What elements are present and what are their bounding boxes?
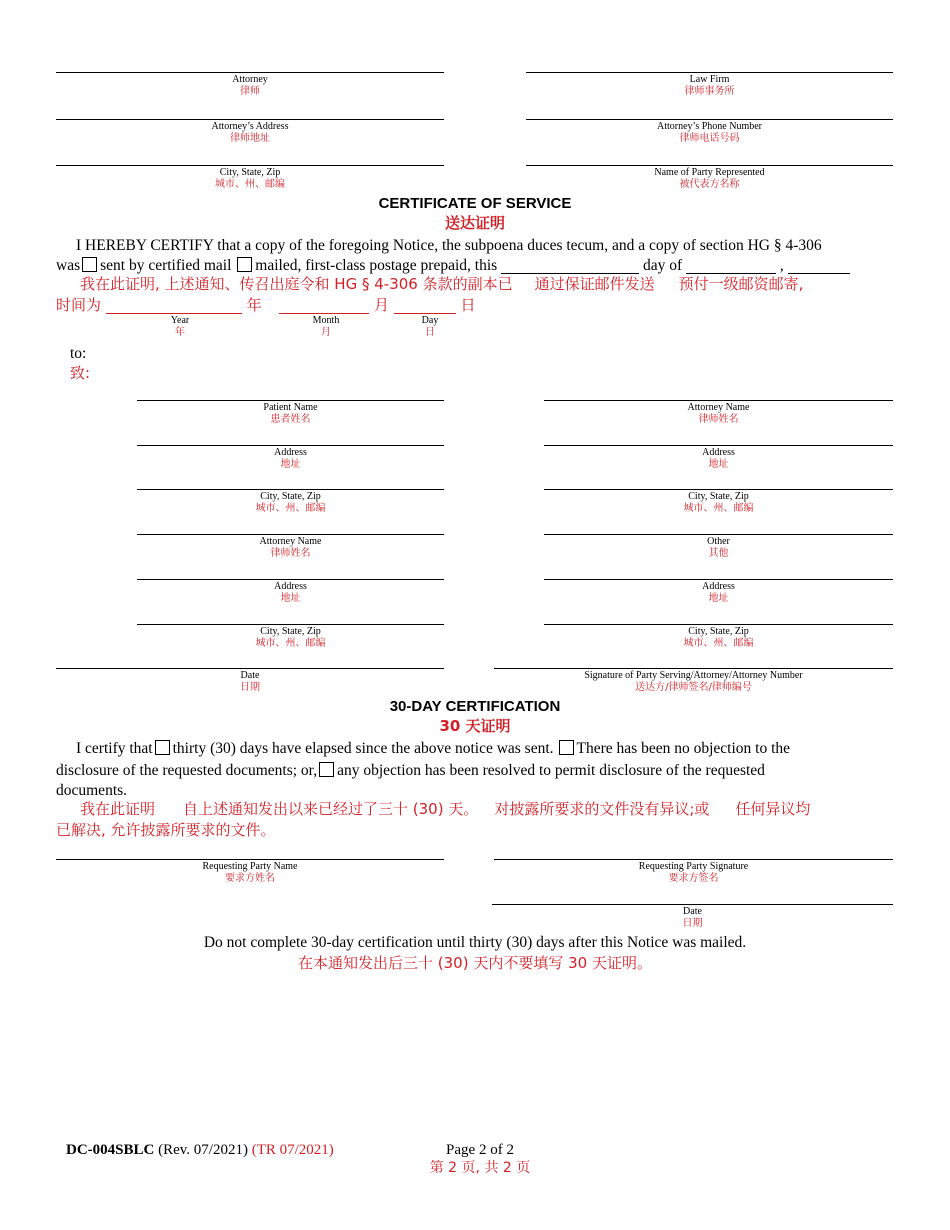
- recipient-attorney-address-label: Address: [702, 447, 735, 458]
- thirty-day-zh-d: 任何异议均: [735, 800, 811, 818]
- attorney-phone-label: Attorney’s Phone Number: [657, 121, 762, 132]
- no-objection-checkbox[interactable]: [559, 740, 574, 755]
- thirty-day-title-zh: 30 天证明: [439, 717, 511, 735]
- recipient-attorney-name-label: Attorney Name: [687, 402, 750, 413]
- certificate-text-line1: [76, 235, 822, 256]
- service-date-label-zh: 日期: [240, 682, 260, 693]
- other-city-label: City, State, Zip: [688, 626, 749, 637]
- zh-year-text: 年: [246, 296, 262, 314]
- attorney-phone-field[interactable]: [526, 119, 893, 145]
- thirty-day-line3: documents.: [56, 782, 128, 799]
- objection-resolved-label: any objection has been resolved to permit disclosure of the requested: [337, 762, 765, 779]
- serving-signature-label-zh: 送达方/律师签名/律师编号: [635, 682, 752, 693]
- patient-name-label-zh: 患者姓名: [270, 414, 311, 425]
- thirty-day-zh-c: 对披露所要求的文件没有异议;或: [494, 800, 710, 818]
- second-attorney-address-field[interactable]: [137, 579, 444, 605]
- other-address-label: Address: [702, 581, 735, 592]
- requesting-party-signature-field[interactable]: [494, 859, 893, 885]
- zh-day-input[interactable]: [394, 297, 456, 314]
- party-represented-label-zh: 被代表方名称: [679, 179, 740, 190]
- first-class-checkbox[interactable]: [237, 257, 252, 272]
- second-attorney-name-label: Attorney Name: [259, 536, 322, 547]
- zh-month-text: 月: [373, 296, 389, 314]
- page-number-zh: 第 2 页, 共 2 页: [429, 1160, 531, 1176]
- certificate-heading: [0, 195, 950, 233]
- certificate-title-zh: 送达证明: [444, 214, 505, 232]
- thirty-day-zh-a: 我在此证明: [80, 800, 156, 818]
- second-attorney-name-field[interactable]: [137, 534, 444, 560]
- second-attorney-city-label-zh: 城市、州、邮编: [255, 638, 326, 649]
- certificate-zh-b: 通过保证邮件发送: [534, 275, 655, 293]
- second-attorney-city-label: City, State, Zip: [260, 626, 321, 637]
- certificate-text-line2: [56, 255, 850, 276]
- form-number: DC-004SBLC: [66, 1142, 155, 1158]
- requesting-party-name-label: Requesting Party Name: [202, 861, 298, 872]
- other-label-zh: 其他: [708, 548, 729, 559]
- date-prefix-zh: 时间为: [56, 296, 102, 314]
- attorney-address-label: Attorney’s Address: [211, 121, 289, 132]
- patient-city-label: City, State, Zip: [260, 491, 321, 502]
- to-label: to:: [70, 345, 87, 362]
- requesting-party-name-label-zh: 要求方姓名: [225, 873, 275, 884]
- certificate-zh-c: 预付一级邮资邮寄,: [678, 275, 804, 293]
- patient-address-label: Address: [274, 447, 307, 458]
- thirty-days-label: thirty (30) days have elapsed since the above notice was sent.: [172, 740, 554, 757]
- certificate-zh-a: 我在此证明, 上述通知、传召出庭令和 HG § 4-306 条款的副本已: [80, 275, 513, 293]
- thirty-day-title: 30-DAY CERTIFICATION: [389, 698, 561, 715]
- certified-mail-label: sent by certified mail: [100, 257, 232, 274]
- second-attorney-city-field[interactable]: [137, 624, 444, 650]
- patient-address-label-zh: 地址: [280, 459, 301, 470]
- certify-text: I certify that: [76, 740, 153, 757]
- other-city-field[interactable]: [544, 624, 893, 650]
- law-firm-label: Law Firm: [689, 74, 730, 85]
- other-address-field[interactable]: [544, 579, 893, 605]
- thirty-day-zh-line1: [80, 799, 810, 820]
- attorney-label: Attorney: [232, 74, 268, 85]
- service-date-label: Date: [240, 670, 260, 681]
- requesting-date-field[interactable]: [492, 904, 893, 930]
- objection-resolved-checkbox[interactable]: [319, 762, 334, 777]
- day-label: Day 日: [421, 315, 439, 338]
- recipient-attorney-city-label-zh: 城市、州、邮编: [683, 503, 754, 514]
- attorney-field[interactable]: [56, 72, 444, 98]
- month-label: Month 月: [312, 315, 340, 338]
- party-represented-label: Name of Party Represented: [654, 167, 765, 178]
- requesting-party-signature-label-zh: 要求方签名: [668, 873, 719, 884]
- patient-city-label-zh: 城市、州、邮编: [255, 503, 326, 514]
- certified-mail-checkbox[interactable]: [82, 257, 97, 272]
- other-address-label-zh: 地址: [708, 593, 729, 604]
- second-attorney-address-label-zh: 地址: [280, 593, 301, 604]
- certificate-text-zh-line2: [56, 295, 476, 316]
- service-date-field[interactable]: [56, 668, 444, 694]
- recipient-attorney-city-field[interactable]: [544, 489, 893, 515]
- was-text: was: [56, 257, 81, 274]
- law-firm-label-zh: 律师事务所: [684, 86, 735, 97]
- serving-signature-label: Signature of Party Serving/Attorney/Attorney Number: [584, 670, 803, 681]
- other-label: Other: [707, 536, 730, 547]
- city-state-zip-label: City, State, Zip: [219, 167, 281, 178]
- city-state-zip-label-zh: 城市、州、邮编: [215, 179, 285, 190]
- month-input[interactable]: [686, 257, 776, 274]
- recipient-attorney-address-field[interactable]: [544, 445, 893, 471]
- attorney-label-zh: 律师: [240, 86, 260, 97]
- party-represented-field[interactable]: [526, 165, 893, 191]
- requesting-party-signature-label: Requesting Party Signature: [638, 861, 749, 872]
- requesting-date-label-zh: 日期: [682, 918, 703, 929]
- other-field[interactable]: [544, 534, 893, 560]
- recipient-attorney-name-field[interactable]: [544, 400, 893, 426]
- form-revision: (Rev. 07/2021): [158, 1142, 248, 1158]
- other-city-label-zh: 城市、州、邮编: [683, 638, 754, 649]
- patient-name-field[interactable]: [137, 400, 444, 426]
- patient-address-field[interactable]: [137, 445, 444, 471]
- requesting-date-label: Date: [683, 906, 702, 917]
- thirty-day-note-zh: 在本通知发出后三十 (30) 天内不要填写 30 天证明。: [298, 954, 652, 972]
- day-input[interactable]: [501, 257, 639, 274]
- form-id: [66, 1141, 334, 1159]
- thirty-day-line2: [56, 760, 765, 781]
- day-of-text: day of: [642, 257, 683, 274]
- thirty-day-line1: [76, 738, 790, 759]
- attorney-address-label-zh: 律师地址: [230, 133, 270, 144]
- recipient-attorney-address-label-zh: 地址: [708, 459, 729, 470]
- translation-revision: (TR 07/2021): [251, 1142, 334, 1158]
- attorney-address-field[interactable]: [56, 119, 444, 145]
- second-attorney-address-label: Address: [274, 581, 307, 592]
- certificate-text-zh-line1: [80, 274, 803, 295]
- thirty-day-note: Do not complete 30-day certification until thirty (30) days after this Notice was mailed.: [203, 934, 747, 951]
- zh-month-input[interactable]: [279, 297, 369, 314]
- attorney-city-state-zip-field[interactable]: [56, 165, 444, 191]
- first-class-label: mailed, first-class postage prepaid, this: [255, 257, 498, 274]
- patient-city-field[interactable]: [137, 489, 444, 515]
- page-number: [380, 1141, 580, 1177]
- thirty-days-checkbox[interactable]: [155, 740, 170, 755]
- zh-year-input[interactable]: [106, 297, 242, 314]
- zh-day-text: 日: [460, 296, 476, 314]
- certificate-sentence: I HEREBY CERTIFY that a copy of the foregoing Notice, the subpoena duces tecum, and a copy of section HG § 4-306: [76, 237, 822, 254]
- serving-signature-field[interactable]: [494, 668, 893, 694]
- attorney-phone-label-zh: 律师电话号码: [679, 133, 740, 144]
- second-attorney-name-label-zh: 律师姓名: [270, 548, 311, 559]
- certificate-title: CERTIFICATE OF SERVICE: [378, 195, 572, 212]
- recipient-attorney-name-label-zh: 律师姓名: [698, 414, 739, 425]
- requesting-party-name-field[interactable]: [56, 859, 444, 885]
- year-input[interactable]: [788, 257, 850, 274]
- to-label-zh: 致:: [70, 364, 91, 382]
- patient-name-label: Patient Name: [263, 402, 318, 413]
- law-firm-field[interactable]: [526, 72, 893, 98]
- thirty-day-zh-b: 自上述通知发出以来已经过了三十 (30) 天。: [183, 800, 479, 818]
- thirty-day-zh-line2: 已解决, 允许披露所要求的文件。: [56, 821, 276, 839]
- comma-text: ,: [779, 257, 784, 274]
- no-objection-label: There has been no objection to the: [576, 740, 791, 757]
- thirty-day-heading: [0, 698, 950, 736]
- year-label: Year 年: [170, 315, 190, 338]
- page-number-en: Page 2 of 2: [446, 1142, 514, 1158]
- recipient-attorney-city-label: City, State, Zip: [688, 491, 749, 502]
- disclosure-text: disclosure of the requested documents; or,: [56, 762, 318, 779]
